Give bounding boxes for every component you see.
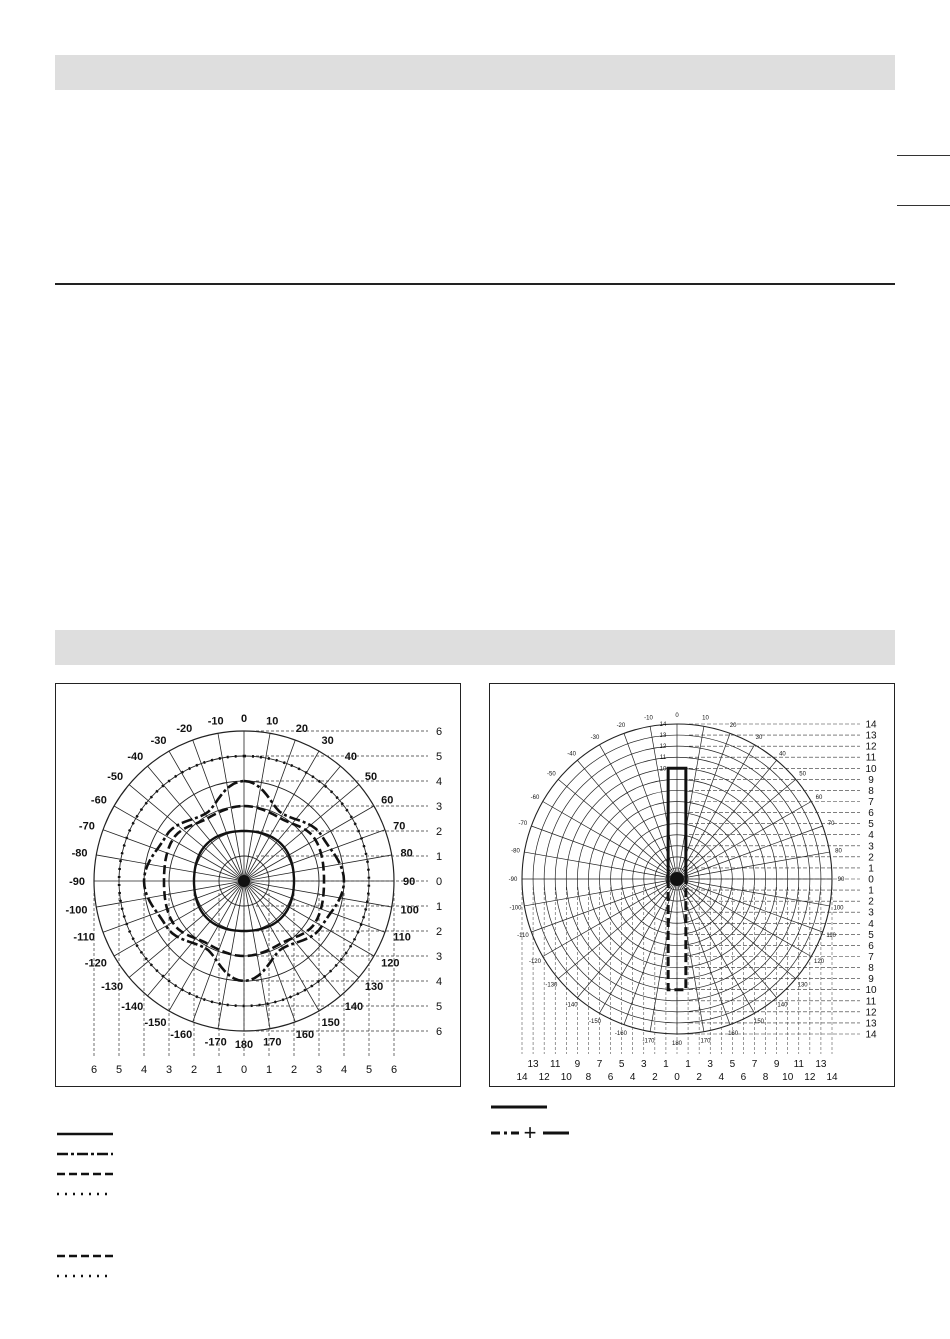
right-scale-top-3: 3	[435, 801, 443, 813]
angle-label-19: -170	[642, 1038, 655, 1045]
angle-label-20: -160	[170, 1029, 193, 1042]
angle-label-20: -160	[614, 1031, 627, 1038]
bottom-scale-upper-13: 13	[815, 1059, 827, 1070]
angle-label-16: 160	[295, 1029, 315, 1042]
angle-label-7: 70	[393, 820, 406, 833]
angle-label-2: 20	[729, 722, 737, 729]
polar-chart-panel-right	[489, 683, 895, 1087]
angle-label-12: 120	[814, 959, 825, 965]
angle-label-31: -50	[547, 771, 556, 778]
bottom-scale-upper-9: 5	[729, 1059, 736, 1070]
bottom-scale-lower-13: 12	[804, 1072, 816, 1083]
bottom-scale-4: 2	[190, 1064, 198, 1076]
angle-label-10: 100	[400, 904, 419, 917]
section-divider-rule	[55, 283, 895, 285]
angle-label-16: 160	[728, 1031, 739, 1038]
right-scale-bottom-4: 5	[868, 929, 874, 941]
section-header-band-top	[55, 55, 895, 90]
right-scale-bottom-1: 2	[435, 926, 443, 938]
angle-label-15: 150	[321, 1017, 340, 1030]
right-scale-top-4: 2	[435, 826, 443, 838]
angle-label-27: -90	[508, 877, 518, 883]
bottom-scale-upper-11: 9	[773, 1059, 780, 1070]
angle-label-26: -100	[65, 904, 88, 917]
bottom-scale-9: 3	[315, 1064, 323, 1076]
angle-label-26: -100	[509, 905, 522, 912]
bottom-scale-upper-2: 9	[574, 1059, 581, 1070]
bottom-scale-7: 1	[265, 1064, 273, 1076]
right-scale-bottom-2: 3	[868, 907, 874, 919]
right-scale-bottom-0: 1	[435, 901, 443, 913]
angle-label-12: 120	[381, 957, 400, 970]
bottom-scale-upper-12: 11	[793, 1059, 804, 1070]
legend-left	[55, 1125, 125, 1290]
bottom-scale-lower-6: 2	[652, 1072, 658, 1083]
right-scale-bottom-2: 3	[435, 951, 443, 963]
right-scale-top-4: 10	[865, 763, 877, 775]
polar-chart-left	[56, 684, 460, 1086]
right-scale-bottom-1: 2	[868, 896, 874, 908]
right-scale-bottom-13: 14	[865, 1029, 877, 1041]
bottom-scale-1: 5	[115, 1064, 123, 1076]
angle-label-31: -50	[107, 771, 124, 784]
right-scale-top-8: 6	[868, 808, 874, 820]
right-scale-top-3: 11	[865, 752, 877, 764]
bottom-scale-8: 2	[290, 1064, 298, 1076]
chart-hub	[670, 872, 684, 886]
right-scale-bottom-3: 4	[868, 918, 874, 930]
angle-label-28: -80	[511, 848, 520, 855]
angle-label-21: -150	[588, 1019, 602, 1026]
bottom-scale-lower-5: 4	[629, 1072, 636, 1083]
angle-label-35: -10	[644, 715, 653, 722]
bottom-scale-upper-0: 13	[527, 1059, 539, 1070]
bottom-scale-6: 0	[240, 1064, 248, 1076]
angle-label-30: -60	[530, 795, 540, 801]
angle-label-23: -130	[101, 980, 124, 993]
bottom-scale-10: 4	[340, 1064, 348, 1076]
bottom-scale-upper-8: 3	[707, 1059, 713, 1070]
radial-label-1: 13	[659, 733, 667, 740]
bottom-scale-upper-7: 1	[685, 1059, 691, 1070]
angle-label-4: 40	[779, 751, 786, 758]
angle-label-6: 60	[381, 794, 394, 807]
bottom-scale-lower-12: 10	[782, 1072, 794, 1083]
angle-label-7: 70	[827, 820, 835, 827]
right-scale-bottom-5: 6	[868, 940, 874, 952]
angle-label-11: 110	[826, 933, 836, 940]
right-scale-top-12: 2	[868, 852, 874, 864]
angle-label-29: -70	[78, 820, 95, 833]
bottom-scale-lower-2: 10	[560, 1072, 572, 1083]
angle-label-27: -90	[69, 876, 85, 888]
right-scale-top-9: 5	[868, 819, 874, 831]
bottom-scale-lower-0: 14	[516, 1072, 528, 1083]
angle-label-5: 50	[364, 771, 378, 784]
angle-label-8: 80	[835, 848, 842, 855]
angle-label-6: 60	[815, 795, 823, 801]
right-scale-bottom-5: 6	[435, 1026, 443, 1038]
angle-label-9: 90	[837, 877, 845, 883]
right-scale-top-6: 0	[435, 876, 443, 888]
angle-label-23: -130	[545, 982, 558, 989]
right-scale-top-11: 3	[868, 841, 874, 853]
bottom-scale-3: 3	[165, 1064, 173, 1076]
angle-label-8: 80	[400, 847, 413, 860]
radial-label-3: 11	[659, 755, 667, 762]
bottom-scale-upper-5: 3	[641, 1059, 647, 1070]
right-scale-top-2: 4	[435, 776, 443, 788]
bottom-scale-11: 5	[365, 1064, 373, 1076]
angle-label-2: 20	[295, 722, 308, 735]
right-scale-bottom-12: 13	[865, 1018, 877, 1030]
angle-label-30: -60	[90, 794, 107, 807]
right-scale-top-14: 0	[868, 874, 874, 886]
angle-label-28: -80	[71, 847, 88, 860]
legend-right	[489, 1100, 584, 1145]
bottom-scale-5: 1	[215, 1064, 223, 1076]
angle-label-35: -10	[207, 715, 224, 728]
angle-label-25: -110	[73, 931, 95, 944]
angle-label-11: 110	[393, 931, 411, 944]
right-scale-top-0: 6	[435, 726, 443, 738]
right-scale-bottom-4: 5	[435, 1001, 443, 1013]
right-scale-top-2: 12	[865, 741, 877, 753]
bottom-scale-lower-9: 4	[718, 1072, 725, 1083]
bottom-scale-lower-3: 8	[585, 1072, 592, 1083]
bottom-scale-lower-10: 6	[740, 1072, 747, 1083]
polar-chart-panel-left	[55, 683, 461, 1087]
angle-label-34: -20	[616, 722, 626, 729]
bottom-scale-lower-1: 12	[538, 1072, 550, 1083]
right-scale-bottom-10: 11	[865, 996, 877, 1008]
bottom-scale-upper-4: 5	[618, 1059, 625, 1070]
bottom-scale-upper-10: 7	[751, 1059, 758, 1070]
angle-label-18: 180	[234, 1039, 254, 1051]
right-scale-top-0: 14	[865, 719, 877, 731]
bottom-scale-upper-6: 1	[663, 1059, 669, 1070]
angle-label-25: -110	[517, 933, 529, 940]
angle-label-3: 30	[321, 734, 334, 747]
bottom-scale-2: 4	[140, 1064, 148, 1076]
side-tab-mark-bottom	[897, 205, 950, 206]
right-scale-top-5: 9	[868, 774, 874, 786]
radial-label-0: 14	[659, 722, 667, 728]
right-scale-top-1: 13	[865, 730, 877, 742]
angle-label-19: -170	[204, 1036, 227, 1049]
angle-label-3: 30	[755, 734, 763, 741]
angle-label-32: -40	[567, 751, 576, 758]
right-scale-bottom-8: 9	[868, 974, 874, 986]
radial-label-4: 10	[659, 766, 667, 773]
right-scale-bottom-3: 4	[435, 976, 443, 988]
bottom-scale-lower-7: 0	[674, 1072, 680, 1083]
right-scale-bottom-6: 7	[868, 952, 874, 963]
right-scale-top-7: 7	[868, 797, 874, 808]
right-scale-top-5: 1	[435, 851, 443, 863]
angle-label-22: -140	[121, 1000, 144, 1013]
chart-hub	[238, 875, 250, 887]
angle-label-33: -30	[150, 734, 167, 747]
angle-label-22: -140	[565, 1002, 578, 1009]
legend-plus-symbol: +	[523, 1120, 537, 1145]
angle-label-14: 140	[777, 1002, 788, 1009]
section-header-band-diagrams	[55, 630, 895, 665]
angle-label-0: 0	[240, 713, 248, 725]
angle-label-9: 90	[403, 876, 416, 888]
bottom-scale-lower-4: 6	[607, 1072, 614, 1083]
angle-label-32: -40	[127, 751, 144, 764]
angle-label-13: 130	[797, 982, 808, 989]
angle-label-5: 50	[799, 771, 806, 778]
right-scale-bottom-0: 1	[868, 885, 874, 897]
angle-label-24: -120	[528, 959, 541, 965]
right-scale-bottom-9: 10	[865, 985, 877, 997]
angle-label-29: -70	[518, 820, 528, 827]
angle-label-13: 130	[364, 980, 384, 993]
right-scale-top-10: 4	[868, 830, 874, 842]
bottom-scale-upper-3: 7	[596, 1059, 603, 1070]
angle-label-15: 150	[753, 1019, 765, 1026]
angle-label-18: 180	[671, 1041, 683, 1047]
angle-label-4: 40	[344, 751, 358, 764]
right-scale-top-1: 5	[435, 751, 443, 763]
bottom-scale-lower-8: 2	[696, 1072, 702, 1083]
angle-label-17: 170	[700, 1038, 711, 1045]
angle-label-0: 0	[675, 713, 679, 719]
angle-label-21: -150	[144, 1017, 167, 1030]
angle-label-17: 170	[263, 1036, 282, 1049]
angle-label-1: 10	[702, 715, 709, 722]
angle-label-34: -20	[176, 722, 193, 735]
side-tab-mark-top	[897, 155, 950, 156]
bottom-scale-lower-14: 14	[826, 1072, 838, 1083]
polar-chart-right	[490, 684, 894, 1086]
right-scale-top-6: 8	[868, 785, 874, 797]
angle-label-33: -30	[590, 734, 600, 741]
angle-label-24: -120	[84, 957, 107, 970]
right-scale-bottom-7: 8	[868, 963, 874, 975]
right-scale-bottom-11: 12	[865, 1007, 877, 1019]
angle-label-10: 100	[833, 905, 844, 912]
angle-label-1: 10	[266, 715, 279, 728]
bottom-scale-lower-11: 8	[762, 1072, 769, 1083]
right-scale-top-13: 1	[868, 863, 874, 875]
bottom-scale-12: 6	[390, 1064, 398, 1076]
bottom-scale-0: 6	[90, 1064, 98, 1076]
bottom-scale-upper-1: 11	[550, 1059, 561, 1070]
radial-label-2: 12	[659, 744, 667, 751]
angle-label-14: 140	[344, 1000, 364, 1013]
